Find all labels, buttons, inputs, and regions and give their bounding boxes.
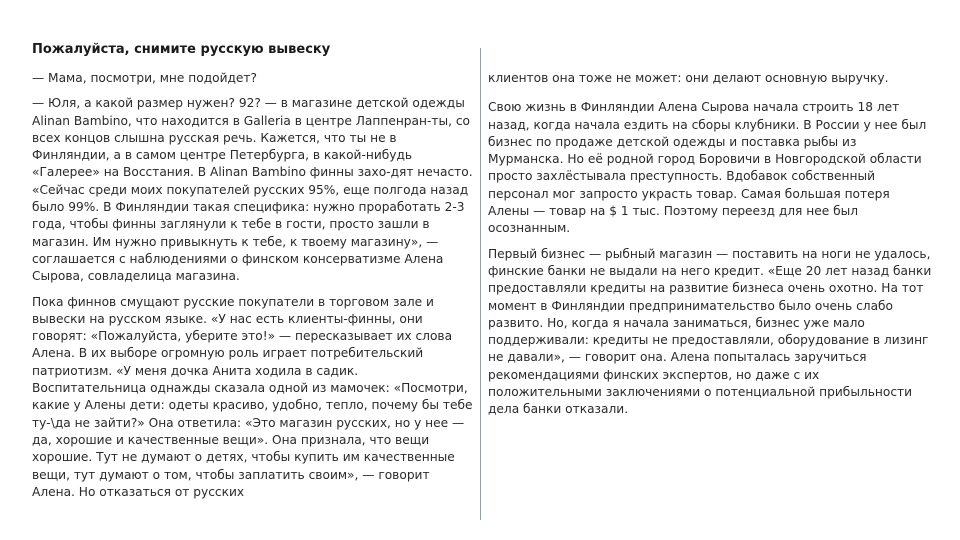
paragraph: Первый бизнес — рыбный магазин — поставить на ноги не удалось, финские банки не выдали на него кредит. «Еще 20 лет назад банки предоставляли кредиты на развитие бизнеса очень охотно. На тот момент в Финляндии предпринимательство было очень слабо развито. Но, когда я начала заниматься, бизнес уже мало поддерживали: кредиты не предоставляли, оборудование в лизинг не давали», — говорит она. Алена попыталась заручиться рекомендациями финских экспертов, но даже с их положительными заключениями о потенциальной прибыльности дела банки отказали. xyxy=(488,246,932,417)
column-divider xyxy=(480,48,481,520)
paragraph: клиентов она тоже не может: они делают основную выручку. xyxy=(488,71,889,85)
paragraph: Свою жизнь в Финляндии Алена Сырова начала строить 18 лет назад, когда начала ездить на сборы клубники. В России у нее был бизнес по продаже детской одежды и поставка рыбы из Мурманска. Но её родной город Боровичи в Новгородской области просто захлёстывала преступность. Вдобавок собственный персонал мог запросто украсть товар. Самая большая потеря Алены — товар на $ 1 тыс. Поэтому переезд для нее был осознанным. xyxy=(488,100,927,236)
paragraph: Пока финнов смущают русские покупатели в торговом зале и вывески на русском языке. «У нас есть клиенты-финны, они говорят: «Пожалуйста, уберите это!» — пересказывает их слова Алена. В их выборе огромную роль играет потребительский патриотизм. «У меня дочка Анита ходила в садик. Воспитательница однажды сказала одной из мамочек: «Посмотри, какие у Алены дети: одеты красиво, удобно, тепло, почему бы тебе ту-\да не зайти?» Она ответила: «Это магазин русских, но у нее — да, хорошие и качественные вещи». Она признала, что вещи хорошие. Тут не думают о детях, чтобы купить им качественные вещи, тут думают о том, чтобы заплатить своим», — говорит Алена. Но отказаться от русских xyxy=(32,294,473,499)
right-column xyxy=(488,70,934,427)
paragraph: — Юля, а какой размер нужен? 92? — в магазине детской одежды Alinan Bambino, что находится в Galleria в центре Лаппенран-ты, со всех концов слышна русская речь. Кажется, что ты не в Финляндии, а в самом центре Петербурга, в какой-нибудь «Галерее» на Восстания. В Alinan Bambino финны захо-дят нечасто. «Сейчас среди моих покупателей русских 95%, еще полгода назад было 99%. В Финляндии такая специфика: нужно проработать 2-3 года, чтобы финны заглянули к тебе в гости, просто зашли в магазин. Им нужно привыкнуть к тебе, к твоему магазину», — соглашается с наблюдениями о финском консерватизме Алена Сырова, совладелица магазина. xyxy=(32,96,473,284)
paragraph: — Мама, посмотри, мне подойдет? xyxy=(32,71,257,85)
left-column xyxy=(32,70,474,509)
article-title: Пожалуйста, снимите русскую вывеску xyxy=(32,42,331,57)
